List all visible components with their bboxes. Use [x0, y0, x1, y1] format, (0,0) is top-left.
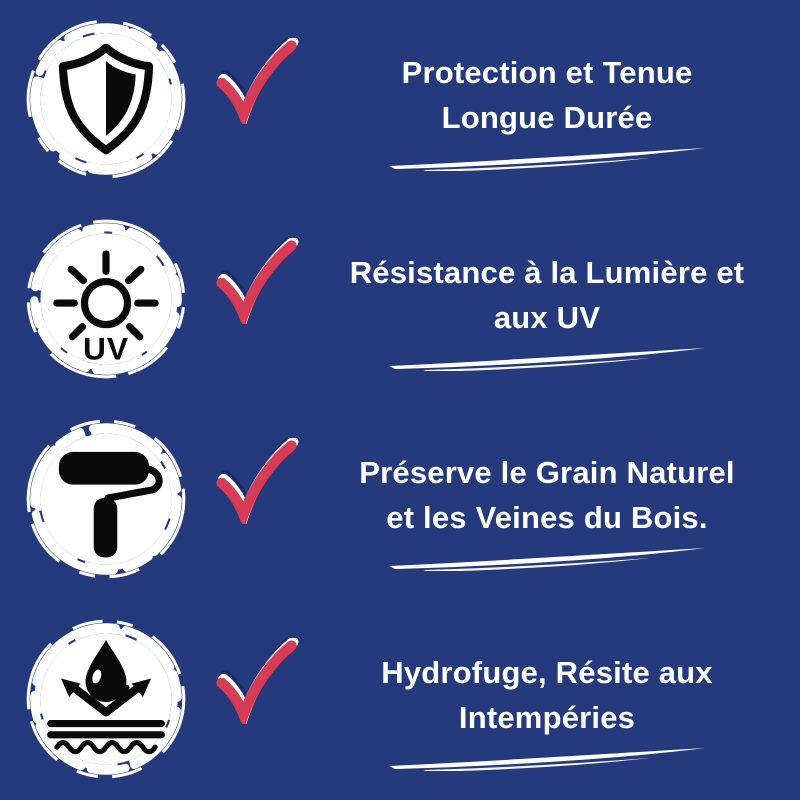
feature-text: [302, 650, 792, 771]
feature-line-2: et les Veines du Bois.: [386, 500, 708, 535]
brush-underline-icon: [385, 145, 709, 171]
brush-underline-icon: [385, 745, 709, 771]
feature-text: [302, 50, 792, 171]
feature-text: [302, 450, 792, 571]
feature-line-1: Hydrofuge, Résite aux: [381, 655, 713, 690]
feature-line-2: aux UV: [493, 300, 601, 335]
feature-row-hydrofuge: [0, 600, 800, 800]
tricolor-checkmark-icon: [212, 38, 300, 124]
feature-row-protection: [0, 0, 800, 200]
icon-badge: [20, 213, 192, 385]
icon-badge: [20, 613, 192, 785]
water-repellent-icon: [20, 613, 192, 785]
brush-underline-icon: [385, 545, 709, 571]
feature-line-1: Protection et Tenue: [401, 55, 693, 90]
tricolor-checkmark-icon: [212, 238, 300, 324]
uv-label: UV: [82, 330, 130, 367]
feature-text: [302, 250, 792, 371]
feature-row-uv: [0, 200, 800, 400]
feature-line-1: Résistance à la Lumière et: [349, 255, 745, 290]
feature-line-2: Longue Durée: [441, 100, 653, 135]
shield-icon: [20, 13, 192, 185]
paint-roller-icon: [20, 413, 192, 585]
feature-line-2: Intempéries: [458, 700, 636, 735]
feature-line-1: Préserve le Grain Naturel: [359, 455, 735, 490]
tricolor-checkmark-icon: [212, 438, 300, 524]
icon-badge: [20, 413, 192, 585]
brush-underline-icon: [385, 345, 709, 371]
feature-row-grain: [0, 400, 800, 600]
sun-uv-icon: [20, 213, 192, 385]
icon-badge: [20, 13, 192, 185]
tricolor-checkmark-icon: [212, 638, 300, 724]
